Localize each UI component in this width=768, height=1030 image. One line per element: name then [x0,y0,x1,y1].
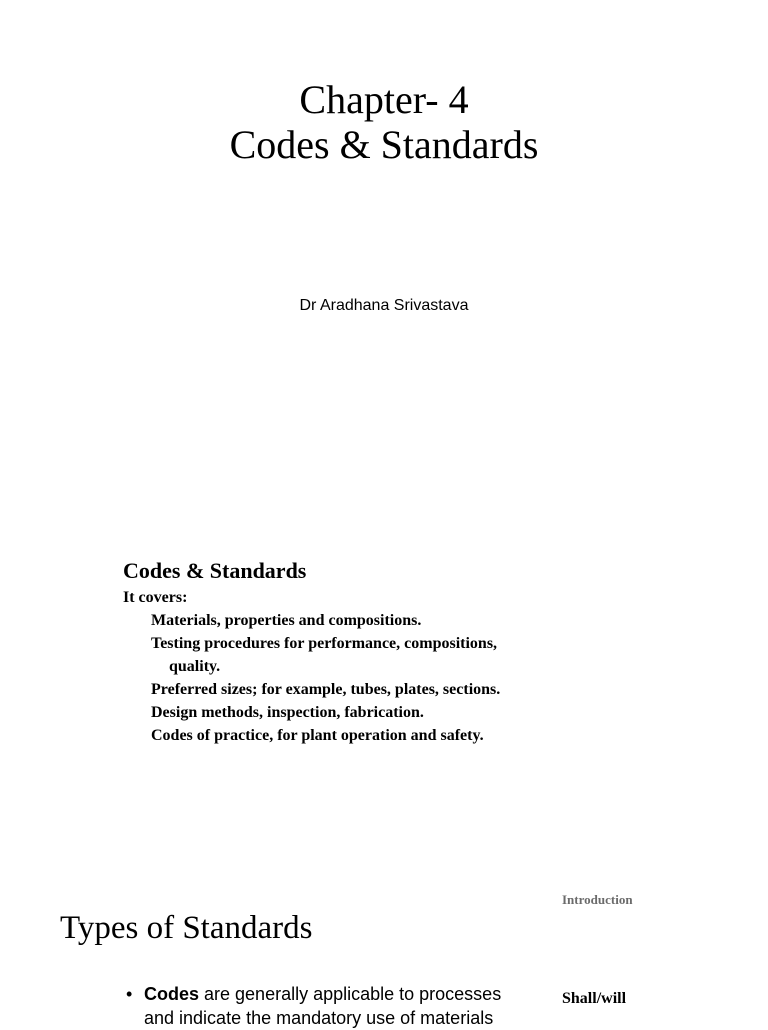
coverage-intro: It covers: [123,589,188,606]
side-label: Shall/will [562,990,627,1007]
section-tag: Introduction [562,892,633,907]
types-slide [0,870,768,1028]
bullet-line-2: and indicate the mandatory use of materials [144,1008,494,1028]
types-heading: Types of Standards [60,910,313,946]
coverage-item: Testing procedures for performance, compositions, [151,635,498,652]
coverage-item: Preferred sizes; for example, tubes, plates, sections. [151,681,501,698]
coverage-item-continuation: quality. [169,658,221,675]
coverage-slide [0,520,768,870]
bullet-line-1 [128,982,538,1006]
coverage-heading: Codes & Standards [123,558,307,583]
slide-title-line-1: Chapter- 4 [299,77,469,122]
coverage-item: Materials, properties and compositions. [151,612,422,629]
slide-title-line-2: Codes & Standards [229,122,539,167]
author-name: Dr Aradhana Srivastava [299,297,469,314]
bullet-item [128,982,538,1030]
coverage-item: Codes of practice, for plant operation and safety. [151,727,484,744]
bullet-bold-term: Codes [144,984,200,1004]
bullet-dot: • [126,984,133,1004]
bullet-text: are generally applicable to processes [199,984,502,1004]
coverage-item: Design methods, inspection, fabrication. [151,704,424,721]
